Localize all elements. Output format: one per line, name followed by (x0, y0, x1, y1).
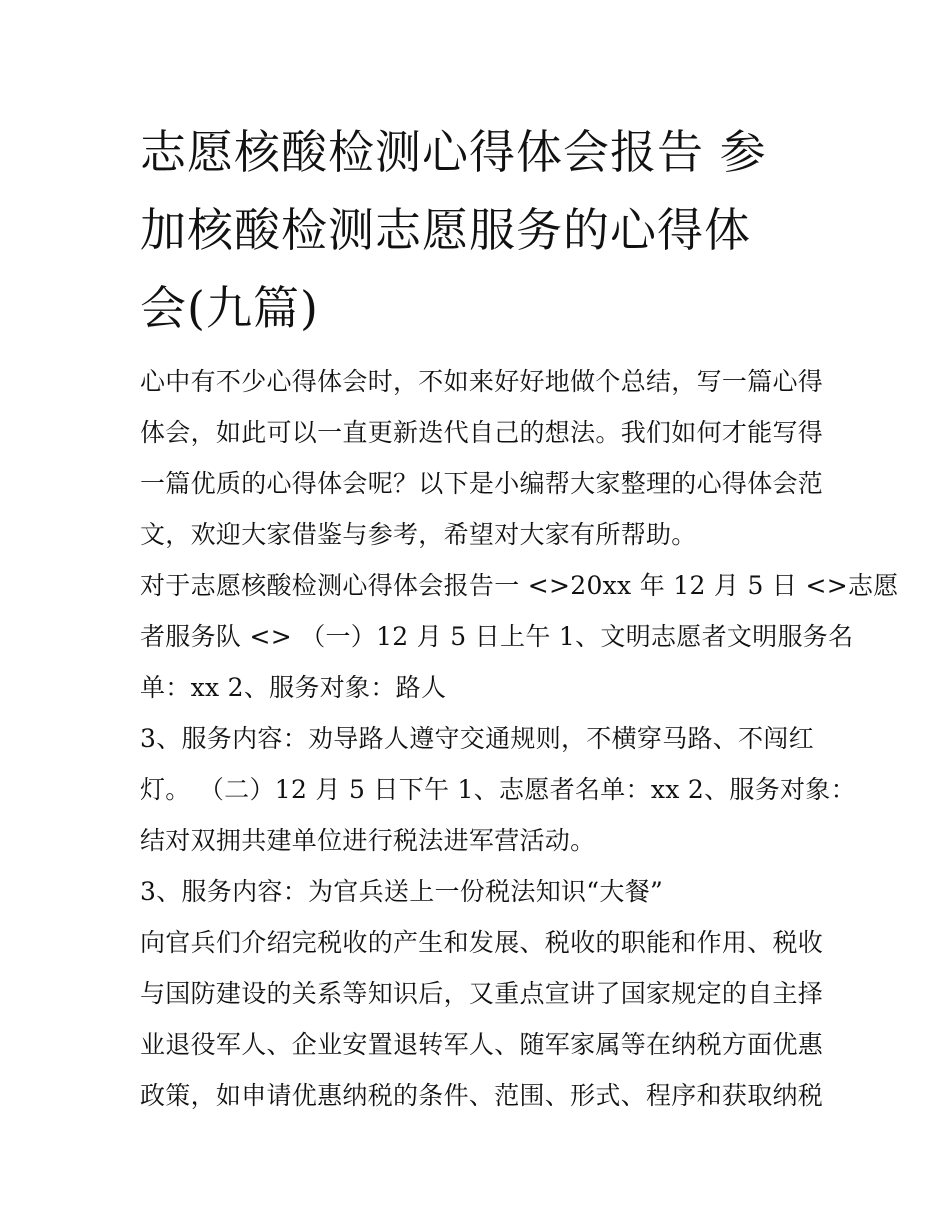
body-line: 体会，如此可以一直更新迭代自己的想法。我们如何才能写得 (140, 418, 824, 447)
body-line: 一篇优质的心得体会呢？以下是小编帮大家整理的心得体会范 (140, 469, 824, 498)
document-title (140, 113, 820, 347)
body-line: 单：xx 2、服务对象：路人 (140, 673, 447, 702)
document-body (140, 356, 899, 1121)
title-line: 加核酸检测志愿服务的心得体 (140, 203, 751, 257)
title-line: 志愿核酸检测心得体会报告 参 (140, 125, 767, 179)
body-line: 与国防建设的关系等知识后，又重点宣讲了国家规定的自主择 (140, 979, 824, 1008)
body-line: 政策，如申请优惠纳税的条件、范围、形式、程序和获取纳税 (140, 1081, 824, 1110)
body-line: 文，欢迎大家借鉴与参考，希望对大家有所帮助。 (140, 520, 697, 549)
body-line: 心中有不少心得体会时，不如来好好地做个总结，写一篇心得 (140, 367, 824, 396)
body-line: 结对双拥共建单位进行税法进军营活动。 (140, 826, 596, 855)
body-line: 3、服务内容：为官兵送上一份税法知识“大餐” (140, 877, 664, 906)
body-line: 灯。 （二）12 月 5 日下午 1、志愿者名单：xx 2、服务对象： (140, 775, 856, 804)
body-line: 者服务队 <> （一）12 月 5 日上午 1、文明志愿者文明服务名 (140, 622, 854, 651)
body-line: 业退役军人、企业安置退转军人、随军家属等在纳税方面优惠 (140, 1030, 824, 1059)
title-line: 会(九篇) (140, 281, 319, 335)
body-line: 向官兵们介绍完税收的产生和发展、税收的职能和作用、税收 (140, 928, 824, 957)
body-line: 对于志愿核酸检测心得体会报告一 <>20xx 年 12 月 5 日 <>志愿 (140, 571, 899, 600)
body-line: 3、服务内容：劝导路人遵守交通规则，不横穿马路、不闯红 (140, 724, 815, 753)
